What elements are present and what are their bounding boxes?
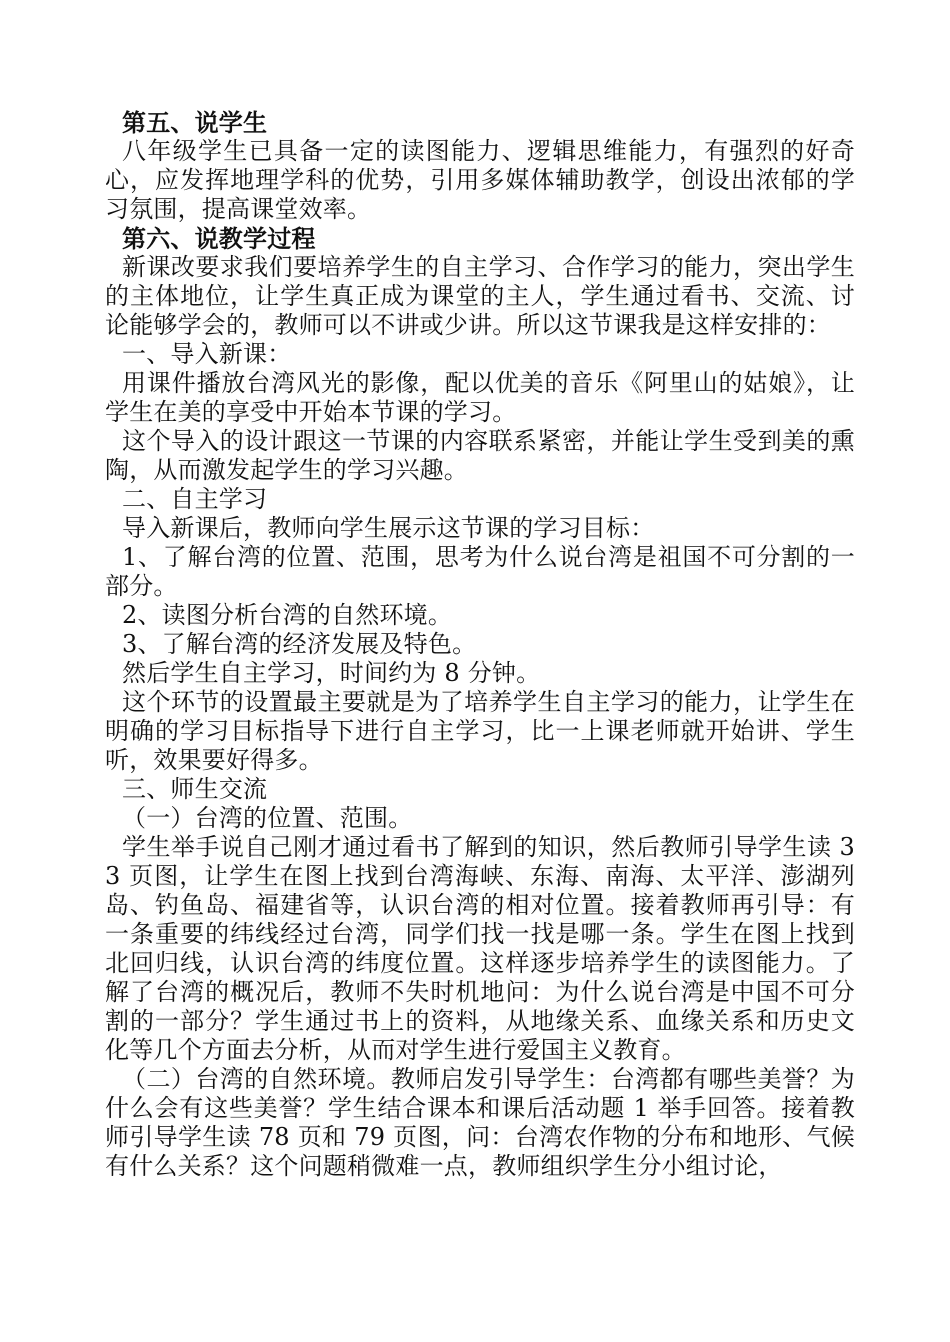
- paragraph-intro-design: 这个导入的设计跟这一节课的内容联系紧密，并能让学生受到美的熏陶，从而激发起学生的学习兴趣。: [105, 427, 855, 484]
- heading-teaching-process: 第六、说教学过程: [122, 224, 316, 253]
- paragraph-students: 八年级学生已具备一定的读图能力、逻辑思维能力，有强烈的好奇心，应发挥地理学科的优势，引用多媒体辅助教学，创设出浓郁的学习氛围，提高课堂效率。: [105, 137, 855, 223]
- paragraph-natural-environment: （二）台湾的自然环境。教师启发引导学生：台湾都有哪些美誉？为什么会有这些美誉？学生结合课本和课后活动题 1 举手回答。接着教师引导学生读 78 页和 79 页图，问：台湾农作物的分布和地形、气候有什么关系？这个问题稍微难一点，教师组织学生分小组讨论，: [105, 1065, 855, 1180]
- list-item-goal-3: 3、了解台湾的经济发展及特色。: [122, 630, 477, 658]
- paragraph-location-discussion: 学生举手说自己刚才通过看书了解到的知识，然后教师引导学生读 33 页图，让学生在图上找到台湾海峡、东海、南海、太平洋、澎湖列岛、钓鱼岛、福建省等，认识台湾的相对位置。接着教师再引导：有一条重要的纬线经过台湾，同学们找一找是哪一条。学生在图上找到北回归线，认识台湾的纬度位置。这样逐步培养学生的读图能力。了解了台湾的概况后，教师不失时机地问：为什么说台湾是中国不可分割的一部分？学生通过书上的资料，从地缘关系、血缘关系和历史文化等几个方面去分析，从而对学生进行爱国主义教育。: [105, 833, 855, 1064]
- section-title-intro: 一、导入新课：: [122, 340, 292, 368]
- paragraph-curriculum-reform: 新课改要求我们要培养学生的自主学习、合作学习的能力，突出学生的主体地位，让学生真正成为课堂的主人，学生通过看书、交流、讨论能够学会的，教师可以不讲或少讲。所以这节课我是这样安排的：: [105, 253, 855, 339]
- subsection-title-location: （一）台湾的位置、范围。: [122, 804, 413, 832]
- list-item-goal-2: 2、读图分析台湾的自然环境。: [122, 601, 453, 629]
- paragraph-goals-intro: 导入新课后，教师向学生展示这节课的学习目标：: [122, 514, 655, 542]
- heading-students: 第五、说学生: [122, 108, 268, 137]
- paragraph-study-time: 然后学生自主学习，时间约为 8 分钟。: [122, 659, 541, 687]
- section-title-exchange: 三、师生交流: [122, 775, 268, 803]
- paragraph-self-study-purpose: 这个环节的设置最主要就是为了培养学生自主学习的能力，让学生在明确的学习目标指导下进行自主学习，比一上课老师就开始讲、学生听，效果要好得多。: [105, 688, 855, 774]
- section-title-self-study: 二、自主学习: [122, 485, 268, 513]
- paragraph-intro-video: 用课件播放台湾风光的影像，配以优美的音乐《阿里山的姑娘》，让学生在美的享受中开始本节课的学习。: [105, 369, 855, 426]
- list-item-goal-1: 1、了解台湾的位置、范围，思考为什么说台湾是祖国不可分割的一部分。: [105, 543, 855, 600]
- document-page: [105, 108, 855, 1181]
